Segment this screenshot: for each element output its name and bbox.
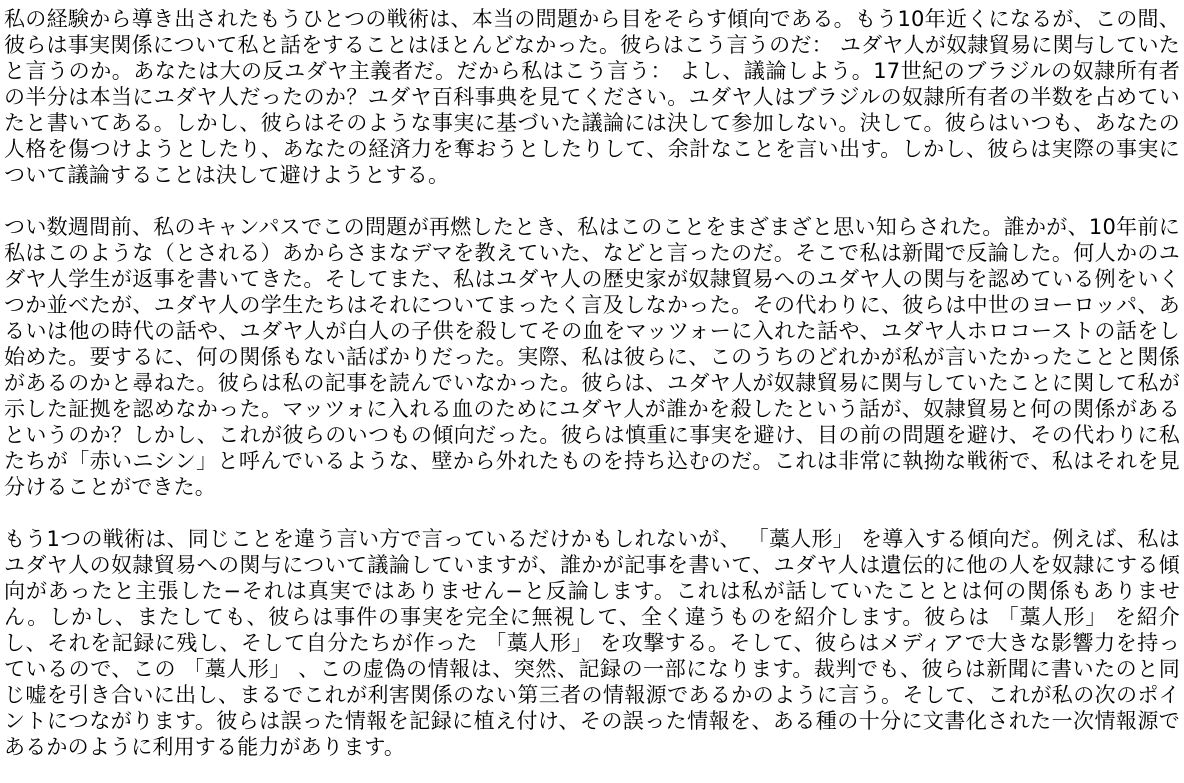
paragraph-1: 私の経験から導き出されたもうひとつの戦術は、本当の問題から目をそらす傾向である。もう10年近くになるが、この間、彼らは事実関係について私と話をすることはほとんどなかった。彼らはこう言うのだ： ユダヤ人が奴隷貿易に関与していたと言うのか。あなたは大の反ユダヤ主義者だ。だから私はこう言う： よし、議論しよう。17世紀のブラジルの奴隷所有者の半分は本当にユダヤ人だったのか？ユダヤ百科事典を見てください。ユダヤ人はブラジルの奴隷所有者の半数を占めていたと書いてある。しかし、彼らはそのような事実に基づいた議論には決して参加しない。決して。彼らはいつも、あなたの人格を傷つけようとしたり、あなたの経済力を奪おうとしたりして、余計なことを言い出す。しかし、彼らは実際の事実について議論することは決して避けようとする。 (4, 7, 1180, 187)
paragraph-2: つい数週間前、私のキャンパスでこの問題が再燃したとき、私はこのことをまざまざと思い知らされた。誰かが、10年前に私はこのような（とされる）あからさまなデマを教えていた、などと言ったのだ。そこで私は新聞で反論した。何人かのユダヤ人学生が返事を書いてきた。そしてまた、私はユダヤ人の歴史家が奴隷貿易へのユダヤ人の関与を認めている例をいくつか並べたが、ユダヤ人の学生たちはそれについてまったく言及しなかった。その代わりに、彼らは中世のヨーロッパ、あるいは他の時代の話や、ユダヤ人が白人の子供を殺してその血をマッツォーに入れた話や、ユダヤ人ホロコーストの話をし始めた。要するに、何の関係もない話ばかりだった。実際、私は彼らに、このうちのどれかが私が言いたかったことと関係があるのかと尋ねた。彼らは私の記事を読んでいなかった。彼らは、ユダヤ人が奴隷貿易に関与していたことに関して私が示した証拠を認めなかった。マッツォに入れる血のためにユダヤ人が誰かを殺したという話が、奴隷貿易と何の関係があるというのか？しかし、これが彼らのいつもの傾向だった。彼らは慎重に事実を避け、目の前の問題を避け、その代わりに私たちが「赤いニシン」と呼んでいるような、壁から外れたものを持ち込むのだ。これは非常に執拗な戦術で、私はそれを見分けることができた。 (4, 215, 1180, 499)
paragraph-3: もう1つの戦術は、同じことを違う言い方で言っているだけかもしれないが、 「藁人形」 を導入する傾向だ。例えば、私はユダヤ人の奴隷貿易への関与について議論していますが、誰かが記事を書いて、ユダヤ人は遺伝的に他の人を奴隷にする傾向があったと主張した−それは真実ではありません−と反論します。これは私が話していたこととは何の関係もありません。しかし、またしても、彼らは事件の事実を完全に無視して、全く違うものを紹介します。彼らは 「藁人形」 を紹介し、それを記録に残し、そして自分たちが作った 「藁人形」 を攻撃する。そして、彼らはメディアで大きな影響力を持っているので、この 「藁人形」 、この虚偽の情報は、突然、記録の一部になります。裁判でも、彼らは新聞に書いたのと同じ嘘を引き合いに出し、まるでこれが利害関係のない第三者の情報源であるかのように言う。そして、これが私の次のポイントにつながります。彼らは誤った情報を記録に植え付け、その誤った情報を、ある種の十分に文書化された一次情報源であるかのように利用する能力があります。 (4, 527, 1180, 759)
